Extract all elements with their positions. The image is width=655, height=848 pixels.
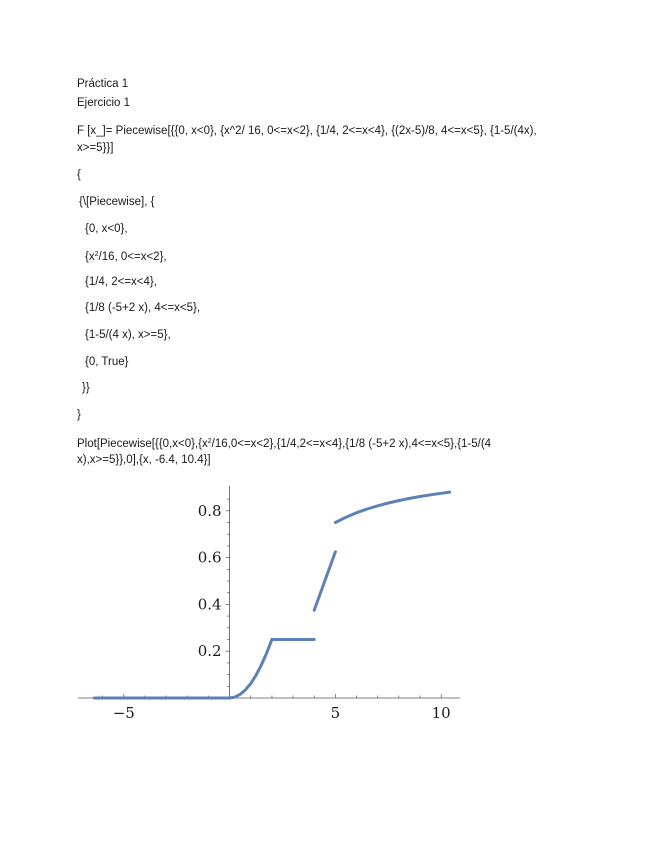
plot-line-1-prefix: Plot[Piecewise[{{0,x<0},{x (77, 438, 208, 450)
y-tick-label: 0.4 (197, 595, 222, 614)
plot-curves (94, 492, 450, 698)
case-2-prefix: {x (85, 251, 95, 263)
plot-command-line-2: x),x>=5}},0],{x, -6.4, 10.4}] (77, 454, 211, 466)
x-tick-label: −5 (112, 704, 135, 722)
plot-line-1-exponent: 2 (207, 438, 212, 445)
y-tick-label: 0.8 (197, 501, 222, 520)
y-tick-label: 0.2 (197, 642, 222, 661)
definition-line-2: x>=5}}] (77, 142, 114, 154)
plot-line-1-suffix: /16,0<=x<2},{1/4,2<=x<4},{1/8 (-5+2 x),4<=x<5},{1-5/(4 (211, 438, 492, 450)
heading-exercise: Ejercicio 1 (77, 97, 131, 109)
curve-segment-2 (230, 640, 272, 699)
x-tick-label: 5 (330, 704, 341, 722)
piecewise-case-5: {1-5/(4 x), x>=5}, (85, 329, 171, 341)
plot-axes (78, 486, 460, 722)
output-inner-close: }} (82, 382, 90, 394)
piecewise-case-6: {0, True} (85, 356, 129, 368)
y-tick-label: 0.6 (197, 548, 222, 567)
piecewise-case-1: {0, x<0}, (85, 223, 128, 235)
piecewise-case-3: {1/4, 2<=x<4}, (85, 276, 157, 288)
case-2-exponent: 2 (94, 251, 99, 258)
output-open-brace: { (77, 169, 81, 181)
piecewise-case-4: {1/8 (-5+2 x), 4<=x<5}, (85, 302, 201, 314)
x-tick-label: 10 (431, 704, 451, 722)
curve-segment-4 (314, 552, 335, 611)
definition-line-1: F [x_]= Piecewise[{{0, x<0}, {x^2/ 16, 0<=x<2}, {1/4, 2<=x<4}, {(2x-5)/8, 4<=x<5}, {1-5/(4x), (77, 125, 537, 137)
output-piecewise-head: {\[Piecewise], { (79, 196, 155, 208)
curve-segment-5 (335, 492, 449, 522)
case-2-suffix: /16, 0<=x<2}, (98, 251, 167, 263)
heading-practice: Práctica 1 (77, 78, 129, 90)
output-close-brace: } (77, 409, 81, 421)
